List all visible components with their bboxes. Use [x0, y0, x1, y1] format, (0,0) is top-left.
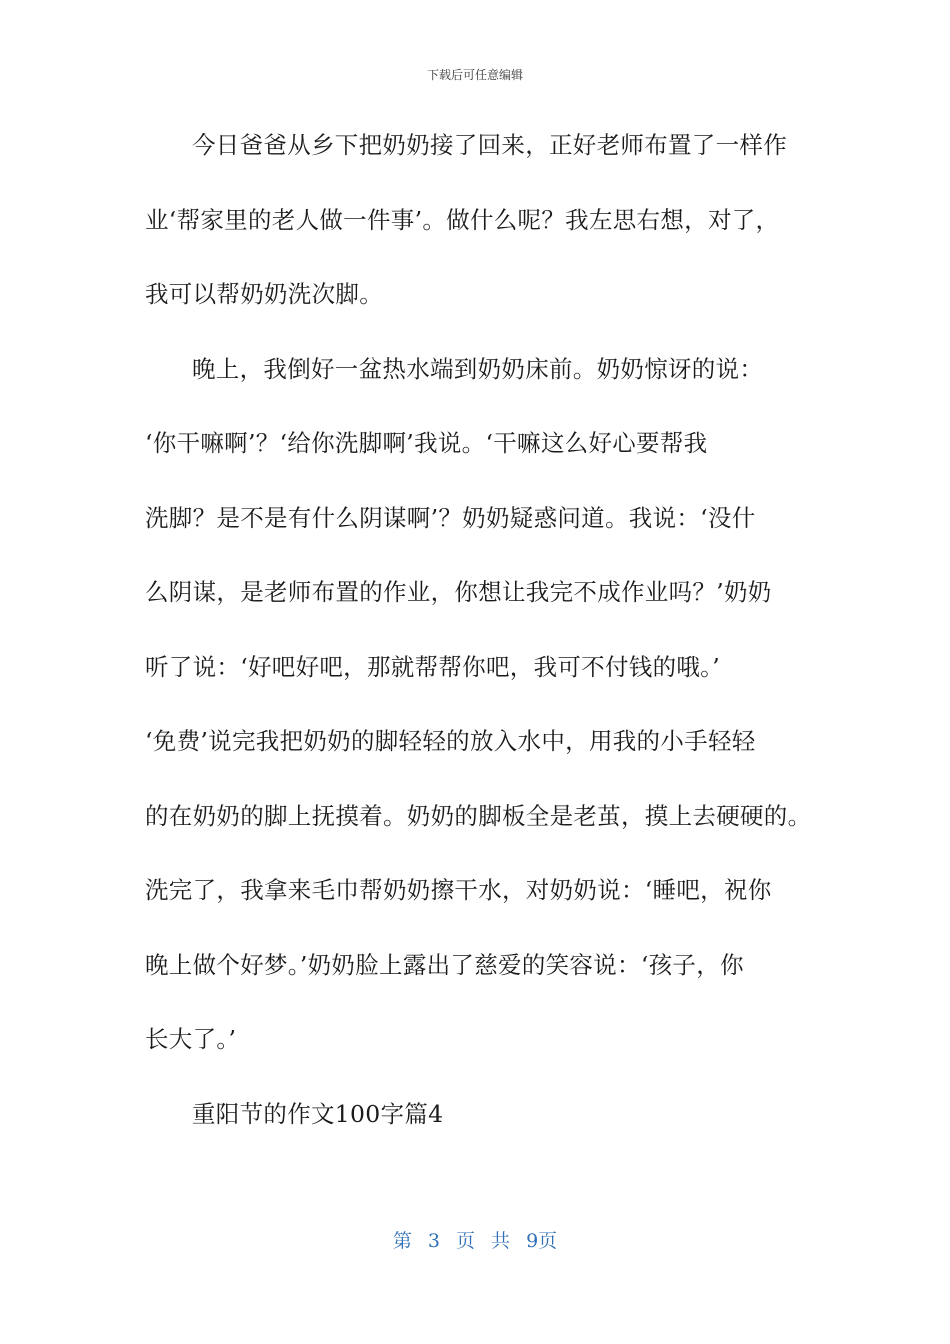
paragraph-line: 我可以帮奶奶洗次脚。 [145, 280, 383, 308]
paragraph-line: 长大了。’ [145, 1025, 237, 1053]
page-header: 下载后可任意编辑 [426, 68, 523, 82]
paragraph-line: 听了说：‘好吧好吧，那就帮帮你吧，我可不付钱的哦。’ [145, 652, 720, 681]
paragraph-line: 晚上做个好梦。’奶奶脸上露出了慈爱的笑容说：‘孩子，你 [145, 950, 744, 979]
paragraph-line: ‘免费’说完我把奶奶的脚轻轻的放入水中，用我的小手轻轻 [145, 727, 756, 755]
page-number-footer: 第 3 页 共 9页 [392, 1230, 558, 1252]
paragraph-line: 洗完了，我拿来毛巾帮奶奶擦干水，对奶奶说：‘睡吧，祝你 [145, 876, 772, 904]
paragraph-line: 晚上，我倒好一盆热水端到奶奶床前。奶奶惊讶的说： [192, 354, 764, 383]
document-body [145, 125, 810, 1168]
paragraph-line: 的在奶奶的脚上抚摸着。奶奶的脚板全是老茧，摸上去硬硬的。 [145, 801, 812, 830]
paragraph-line: 么阴谋，是老师布置的作业，你想让我完不成作业吗？’奶奶 [145, 578, 772, 606]
paragraph-line: 今日爸爸从乡下把奶奶接了回来，正好老师布置了一样作 [192, 131, 787, 159]
section-heading: 重阳节的作文100字篇4 [192, 1099, 444, 1128]
paragraph-line: ‘你干嘛啊’？‘给你洗脚啊’我说。‘干嘛这么好心要帮我 [145, 429, 708, 457]
paragraph-line: 洗脚？是不是有什么阴谋啊’？奶奶疑惑问道。我说：‘没什 [145, 503, 756, 532]
paragraph-line: 业‘帮家里的老人做一件事’。做什么呢？我左思右想，对了， [145, 205, 780, 234]
